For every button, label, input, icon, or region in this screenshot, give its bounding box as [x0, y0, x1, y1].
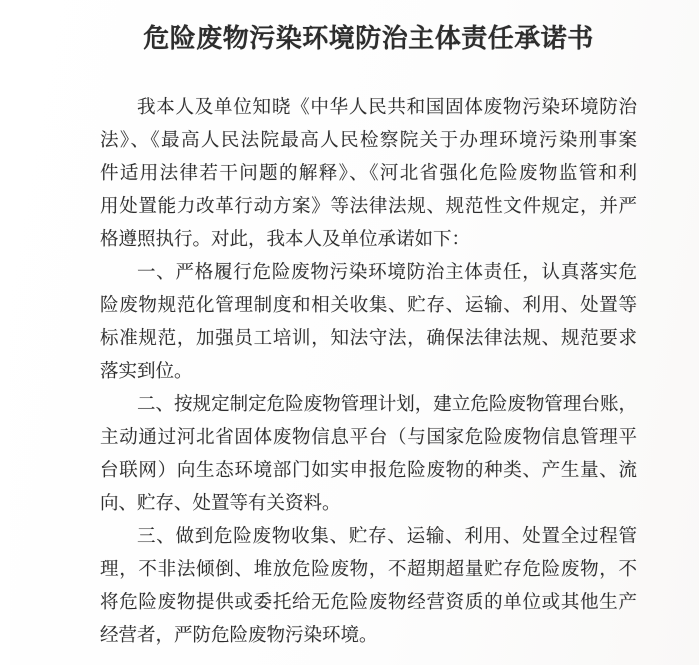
document-line: 落实到位。 [100, 362, 193, 382]
document-line: 险废物规范化管理制度和相关收集、贮存、运输、利用、处置等 [100, 296, 637, 316]
document-line: 我本人及单位知晓《中华人民共和国固体废物污染环境防治 [137, 98, 637, 118]
document-line: 标准规范，加强员工培训，知法守法，确保法律法规、规范要求 [100, 329, 637, 349]
document-line: 用处置能力改革行动方案》等法律法规、规范性文件规定，并严 [100, 197, 637, 217]
document-line: 三、做到危险废物收集、贮存、运输、利用、处置全过程管 [137, 527, 637, 547]
document-line: 台联网）向生态环境部门如实申报危险废物的种类、产生量、流 [100, 461, 637, 481]
document-line: 一、严格履行危险废物污染环境防治主体责任，认真落实危 [137, 263, 637, 283]
document-title: 危险废物污染环境防治主体责任承诺书 [143, 24, 594, 53]
document-line: 向、贮存、处置等有关资料。 [100, 494, 341, 514]
document-line: 将危险废物提供或委托给无危险废物经营资质的单位或其他生产 [100, 593, 637, 613]
document-line: 理，不非法倾倒、堆放危险废物，不超期超量贮存危险废物，不 [100, 560, 637, 580]
document-line: 二、按规定制定危险废物管理计划，建立危险废物管理台账， [137, 395, 637, 415]
document-body [100, 92, 637, 653]
document-line: 格遵照执行。对此，我本人及单位承诺如下： [100, 230, 471, 250]
document-line: 主动通过河北省固体废物信息平台（与国家危险废物信息管理平 [100, 428, 637, 448]
document-line: 件适用法律若干问题的解释》、《河北省强化危险废物监管和利 [100, 164, 637, 184]
document-line: 经营者，严防危险废物污染环境。 [100, 626, 378, 646]
document-line: 法》、《最高人民法院最高人民检察院关于办理环境污染刑事案 [100, 131, 637, 151]
